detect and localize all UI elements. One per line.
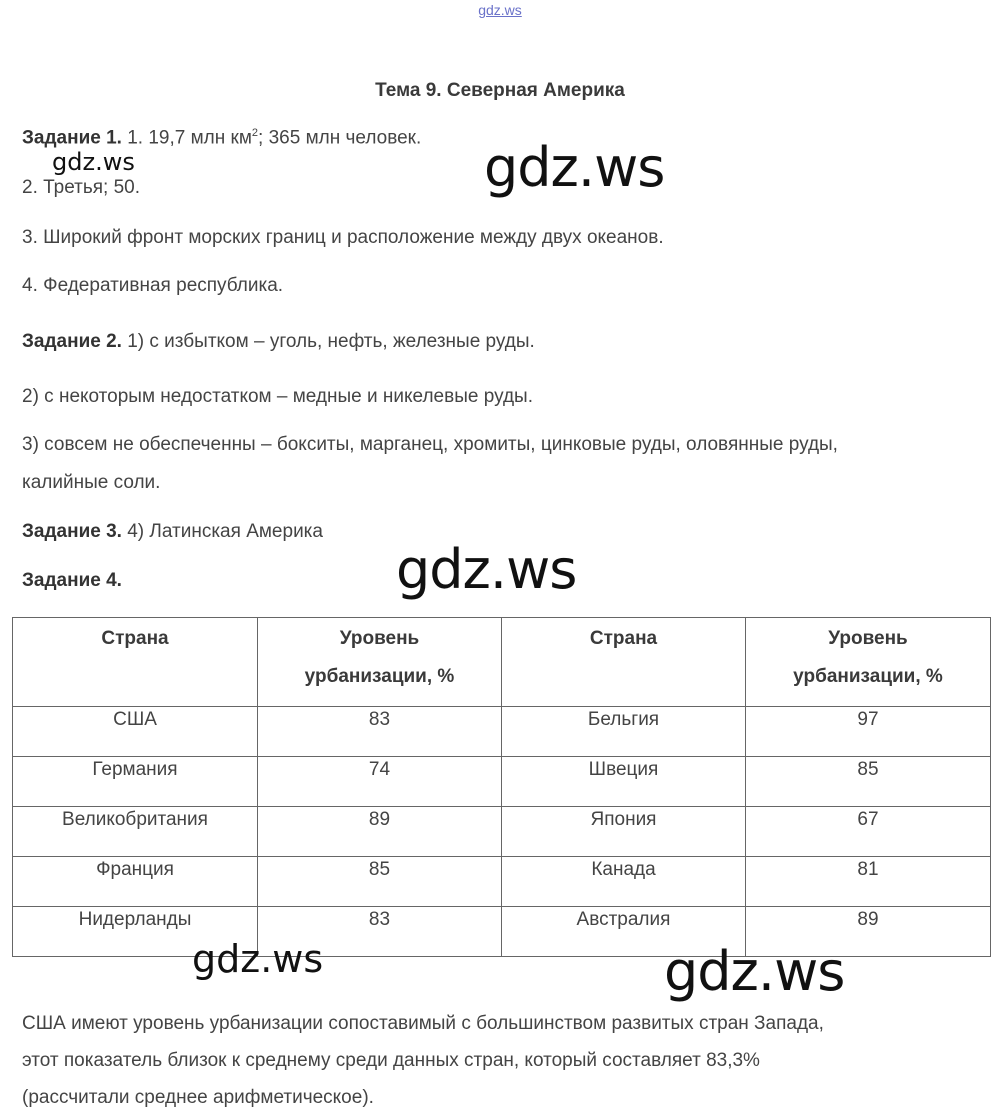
table-cell: 74	[258, 757, 502, 807]
header-country-2: Страна	[502, 618, 746, 707]
table-cell: Нидерланды	[13, 907, 258, 957]
table-cell: 97	[746, 707, 991, 757]
table-cell: Япония	[502, 807, 746, 857]
task1-label: Задание 1.	[22, 127, 122, 149]
task1-line3: 3. Широкий фронт морских границ и расположение между двух океанов.	[22, 227, 664, 248]
watermark-small: gdz.ws	[52, 148, 135, 176]
table-cell: Великобритания	[13, 807, 258, 857]
table-row	[13, 707, 991, 757]
conclusion-paragraph	[22, 1005, 982, 1116]
table-row	[13, 757, 991, 807]
conclusion-line1: США имеют уровень урбанизации сопоставимый с большинством развитых стран Запада,	[22, 1013, 824, 1034]
conclusion-line2: этот показатель близок к среднему среди данных стран, который составляет 83,3%	[22, 1050, 760, 1071]
header-level-2	[746, 618, 991, 707]
table-cell: Австралия	[502, 907, 746, 957]
task1-line1	[22, 127, 421, 149]
task4-line	[22, 570, 122, 592]
watermark-large: gdz.ws	[664, 940, 845, 1003]
task2-line4: калийные соли.	[22, 472, 161, 493]
table-row	[13, 857, 991, 907]
conclusion-line3: (рассчитали среднее арифметическое).	[22, 1087, 374, 1108]
task1-line4: 4. Федеративная республика.	[22, 275, 284, 296]
top-watermark-link[interactable]: gdz.ws	[478, 2, 522, 18]
header-level-1-line1: Уровень	[339, 628, 420, 649]
table-cell: 67	[746, 807, 991, 857]
task1-line2: 2. Третья; 50.	[22, 177, 141, 198]
table-cell: Канада	[502, 857, 746, 907]
watermark-medium: gdz.ws	[192, 937, 324, 981]
table-cell: США	[13, 707, 258, 757]
task2-answer1: 1) с избытком – уголь, нефть, железные руды.	[121, 331, 535, 352]
table-header-row	[13, 618, 991, 707]
header-country-1: Страна	[13, 618, 258, 707]
table-cell: 83	[258, 707, 502, 757]
header-level-1-line2: урбанизации, %	[304, 666, 455, 687]
task2-line1	[22, 331, 535, 353]
table-cell: Германия	[13, 757, 258, 807]
table-cell: 83	[258, 907, 502, 957]
table-cell: 85	[258, 857, 502, 907]
table-cell: 85	[746, 757, 991, 807]
table-cell: 89	[746, 907, 991, 957]
urbanization-table	[12, 617, 991, 957]
task3-answer: 4) Латинская Америка	[121, 521, 323, 542]
task2-line2: 2) с некоторым недостатком – медные и никелевые руды.	[22, 386, 533, 407]
table-cell: 89	[258, 807, 502, 857]
table-cell: Бельгия	[502, 707, 746, 757]
task1-answer1-rest: ; 365 млн человек.	[258, 127, 422, 149]
task3-label: Задание 3.	[22, 521, 122, 542]
task2-line3: 3) совсем не обеспеченны – бокситы, марганец, хромиты, цинковые руды, оловянные руды,	[22, 434, 838, 455]
task1-superscript: 2	[251, 127, 259, 139]
page-title: Тема 9. Северная Америка	[375, 80, 625, 101]
header-level-1	[258, 618, 502, 707]
table-row	[13, 807, 991, 857]
table-cell: Франция	[13, 857, 258, 907]
header-level-2-line1: Уровень	[828, 628, 908, 649]
table-cell: Швеция	[502, 757, 746, 807]
watermark-large: gdz.ws	[484, 136, 665, 199]
task2-label: Задание 2.	[22, 331, 122, 352]
task3-line	[22, 521, 323, 543]
table-cell: 81	[746, 857, 991, 907]
task4-label: Задание 4.	[22, 570, 122, 591]
task1-answer1: 1. 19,7 млн км	[121, 127, 252, 149]
header-level-2-line2: урбанизации, %	[793, 666, 943, 687]
watermark-large: gdz.ws	[396, 538, 577, 601]
